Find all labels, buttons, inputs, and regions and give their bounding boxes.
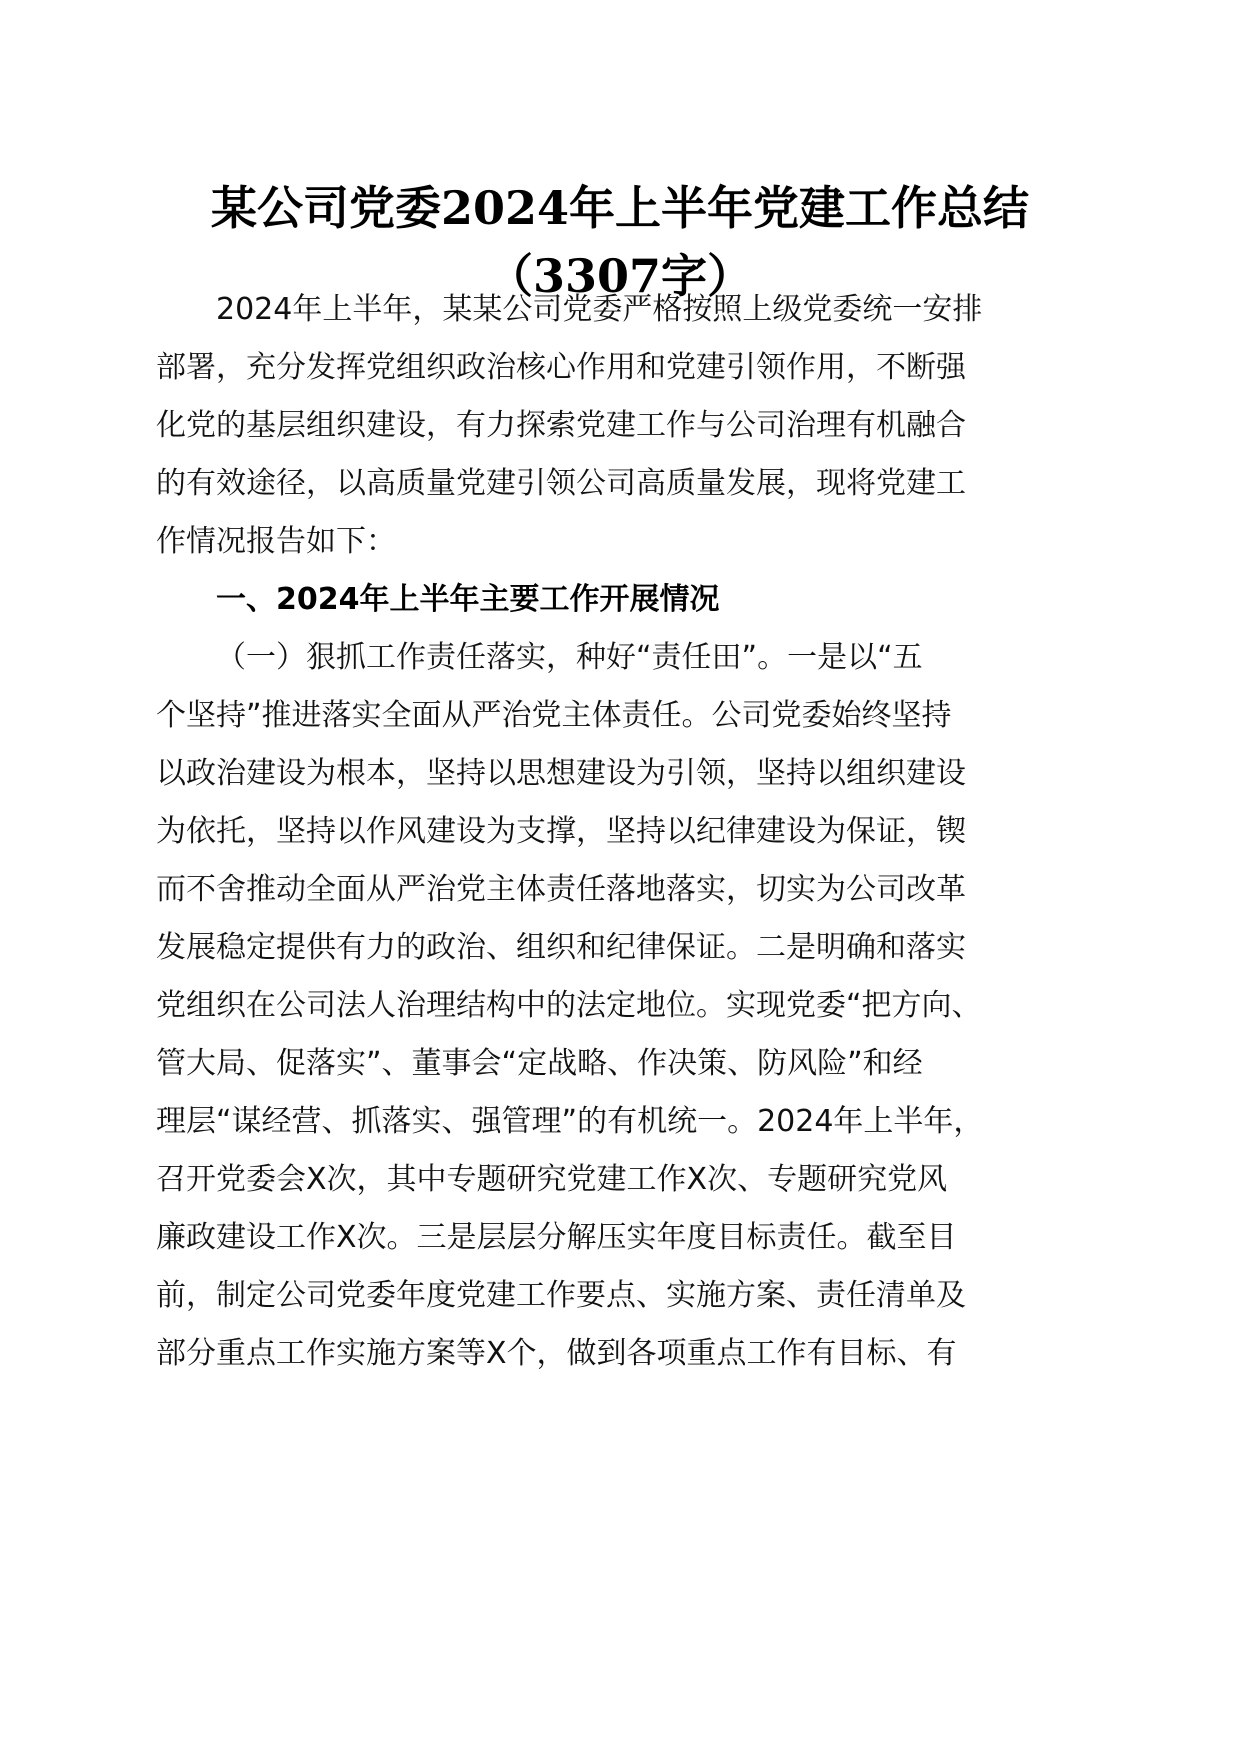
- paragraph-line: 发展稳定提供有力的政治、组织和纪律保证。二是明确和落实: [156, 930, 966, 965]
- paragraph-line: 理层“谋经营、抓落实、强管理”的有机统一。2024年上半年，: [156, 1104, 984, 1139]
- paragraph-line: 的有效途径，以高质量党建引领公司高质量发展，现将党建工: [156, 466, 966, 501]
- paragraph-line: 廉政建设工作X次。三是层层分解压实年度目标责任。截至目: [156, 1220, 957, 1255]
- paragraph-line: 为依托，坚持以作风建设为支撑，坚持以纪律建设为保证，锲: [156, 814, 966, 849]
- document-word-count: （3307字）: [486, 249, 754, 303]
- paragraph-line: 部分重点工作实施方案等X个，做到各项重点工作有目标、有: [156, 1336, 957, 1371]
- paragraph-line: 前，制定公司党委年度党建工作要点、实施方案、责任清单及: [156, 1278, 966, 1313]
- paragraph-line: 党组织在公司法人治理结构中的法定地位。实现党委“把方向、: [156, 988, 982, 1023]
- paragraph-line: 个坚持”推进落实全面从严治党主体责任。公司党委始终坚持: [156, 698, 952, 733]
- paragraph-line: 管大局、促落实”、董事会“定战略、作决策、防风险”和经: [156, 1046, 923, 1081]
- paragraph-line: 以政治建设为根本，坚持以思想建设为引领，坚持以组织建设: [156, 756, 966, 791]
- paragraph-line: 作情况报告如下：: [156, 524, 396, 559]
- paragraph-line: 化党的基层组织建设，有力探索党建工作与公司治理有机融合: [156, 408, 966, 443]
- document-title: 某公司党委2024年上半年党建工作总结: [210, 181, 1030, 235]
- paragraph-line: （一）狠抓工作责任落实，种好“责任田”。一是以“五: [216, 640, 923, 675]
- section-heading: 一、2024年上半年主要工作开展情况: [216, 582, 720, 617]
- paragraph-line: 2024年上半年，某某公司党委严格按照上级党委统一安排: [216, 292, 983, 327]
- paragraph-line: 而不舍推动全面从严治党主体责任落地落实，切实为公司改革: [156, 872, 966, 907]
- paragraph-line: 召开党委会X次，其中专题研究党建工作X次、专题研究党风: [156, 1162, 948, 1197]
- paragraph-line: 部署，充分发挥党组织政治核心作用和党建引领作用，不断强: [156, 350, 966, 385]
